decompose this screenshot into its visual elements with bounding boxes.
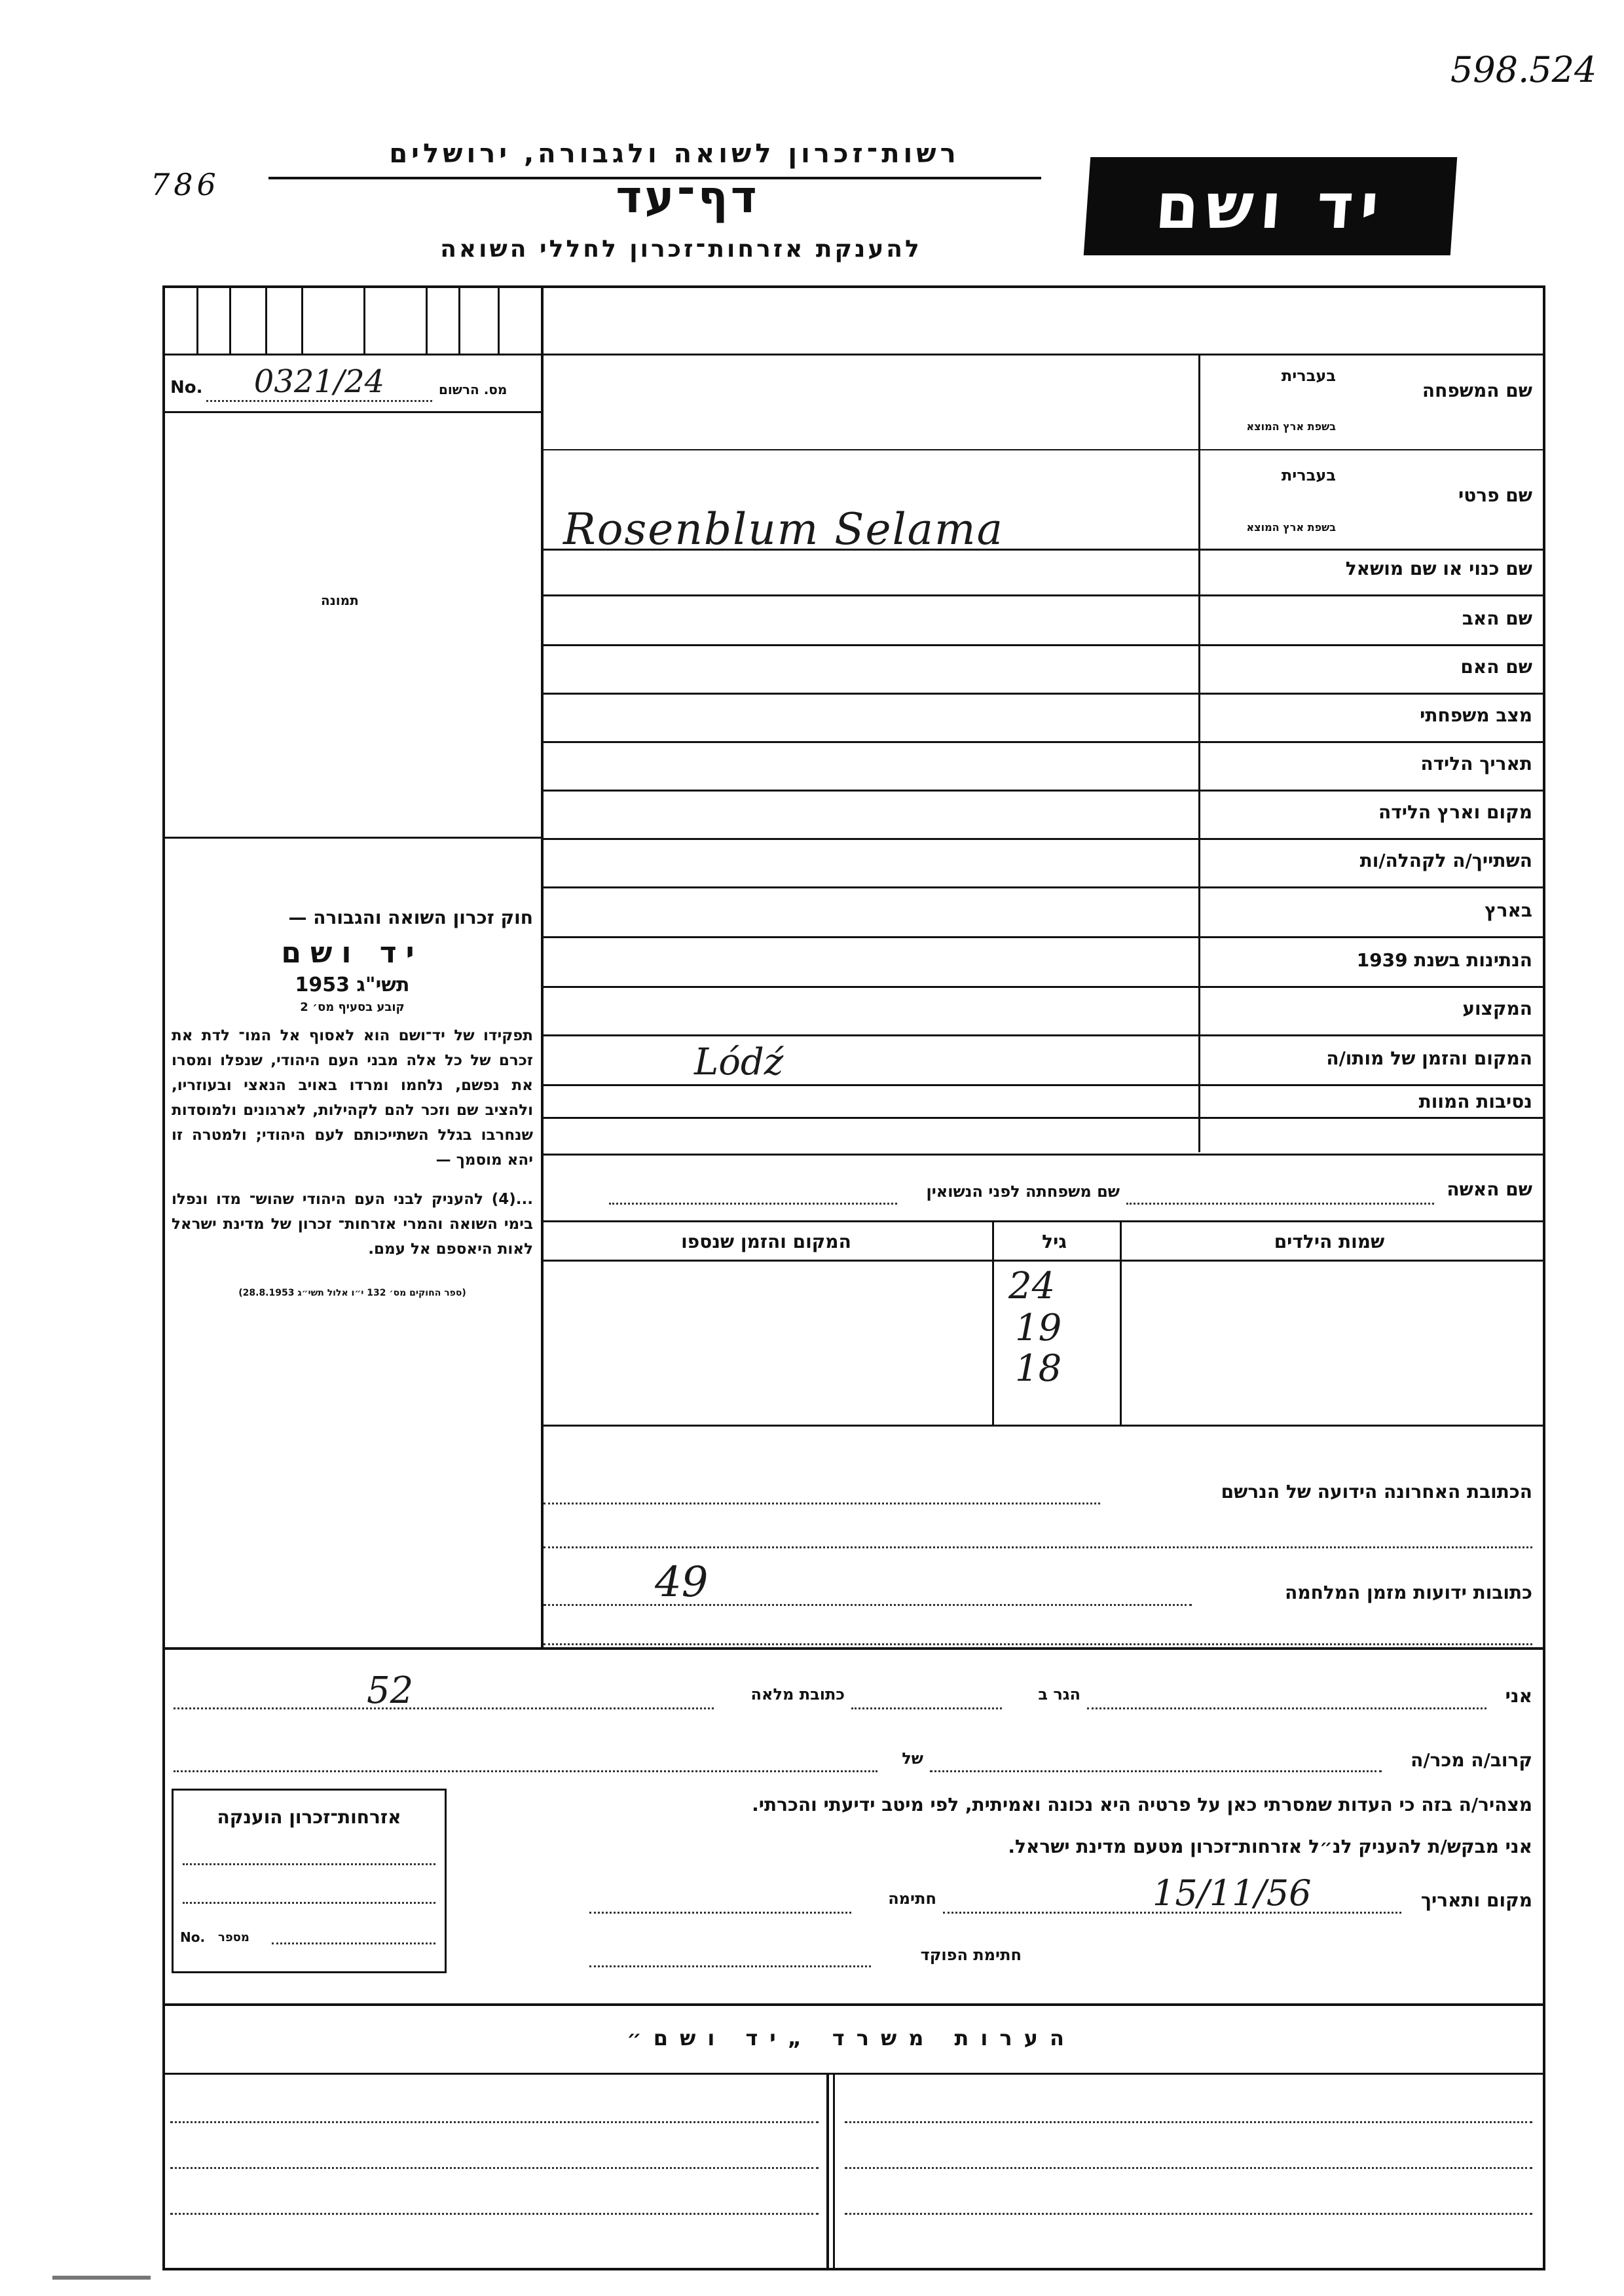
law-text-2: ...(4) להעניק לבני העם היהודי שהוש־ מדו ונפלו בימי השואה והמרי אזרחות־ זכרון של מדינת ישראל לאות היאספם אל עמם. — [172, 1191, 533, 1258]
wife-name-line — [1126, 1195, 1434, 1205]
remarks-title: הערות משרד „יד ושם״ — [627, 2026, 1076, 2050]
scan-artifact — [52, 2276, 151, 2280]
signature-label: חתימה — [888, 1889, 936, 1908]
citizenship-1939-label: הנתינות בשנת 1939 — [1356, 949, 1532, 971]
profession-label: המקצוע — [1462, 998, 1532, 1019]
declarant-lives-label: הגר ב — [1038, 1685, 1080, 1704]
child-2-age: 19 — [1015, 1307, 1062, 1349]
first-name-label: שם פרטי — [1458, 484, 1532, 506]
declarant-address-number: 52 — [367, 1669, 414, 1712]
relative-label: קרוב/ה מכר/ה — [1411, 1749, 1532, 1771]
citizenship-box-no-label: No. — [180, 1929, 206, 1945]
declaration-text: מצהיר/ה בזה כי העדות שמסרתי כאן על פרטיה היא נכונה ואמיתית, לפי מיטב ידיעתי והכרתי. — [752, 1794, 1532, 1815]
nickname-label: שם כנוי או שם מושאל — [1345, 558, 1532, 579]
birthdate-label: תאריך הלידה — [1420, 753, 1532, 774]
last-address-line — [544, 1496, 1100, 1504]
death-cause-label: נסיבות המוות — [1418, 1091, 1532, 1112]
marital-status-label: מצב משפחתי — [1420, 704, 1532, 726]
declarant-i-label: אני — [1505, 1685, 1532, 1707]
wartime-address-line — [544, 1597, 1192, 1606]
declarant-full-address-label: כתובת מלאה — [750, 1685, 845, 1704]
registration-label: מס. הרשום — [439, 382, 507, 397]
birthplace-label: מקום וארץ הלידה — [1378, 801, 1532, 823]
request-text: אני מבקש/ת להעניק לנ״ל אזרחות־זכרון מטעם מדינת ישראל. — [1008, 1836, 1532, 1857]
wartime-address-number: 49 — [655, 1558, 709, 1607]
law-year: תשי"ג 1953 — [295, 974, 410, 996]
wartime-address-label: כתובות ידועות מזמן המלחמה — [1285, 1582, 1532, 1603]
father-label: שם האב — [1462, 608, 1532, 629]
death-place-value: Lódź — [694, 1041, 784, 1084]
citizenship-box-title: אזרחות־זכרון הוענקה — [217, 1806, 401, 1828]
child-1-age: 24 — [1008, 1265, 1056, 1307]
law-clause: קובע בסעיף מס׳ 2 — [300, 1000, 405, 1014]
signature-line — [589, 1905, 851, 1914]
place-date-label: מקום ותאריך — [1420, 1889, 1532, 1911]
declarant-city-line — [851, 1701, 1002, 1709]
logo-text: יד ושם — [1153, 170, 1388, 243]
yad-vashem-logo — [1084, 157, 1457, 255]
citizenship-granted-box — [172, 1789, 447, 1973]
children-age-header: גיל — [1042, 1231, 1067, 1252]
declarant-address-line — [174, 1701, 714, 1709]
wife-label: שם האשה — [1447, 1178, 1532, 1200]
family-name-hebrew-tag: בעברית — [1281, 367, 1336, 385]
death-place-label: המקום והזמן של מותו/ה — [1326, 1048, 1532, 1069]
form-number: 786 — [151, 167, 220, 202]
official-signature-line — [589, 1959, 871, 1967]
community-label: השתייך/ה לקהלה/ות — [1359, 850, 1532, 871]
registration-number: 0321/24 — [206, 363, 432, 402]
first-name-origin-value: Rosenblum Selama — [563, 504, 1004, 555]
children-place-header: המקום והזמן שנספו — [681, 1231, 851, 1252]
wartime-address-line-2 — [544, 1637, 1532, 1645]
child-3-age: 18 — [1015, 1347, 1062, 1390]
law-footnote: (ספר החוקים מס׳ 132 י״ו אלול תשי״ג 28.8.1953) — [238, 1288, 466, 1298]
first-name-origin-tag: בשפת ארץ המוצא — [1246, 521, 1336, 534]
of-line — [174, 1764, 877, 1772]
authority-name: רשות־זכרון לשואה ולגבורה, ירושלים — [389, 139, 960, 169]
family-name-origin-tag: בשפת ארץ המוצא — [1246, 420, 1336, 433]
law-yad-vashem: יד ושם — [281, 936, 424, 970]
maiden-name-line — [609, 1195, 897, 1205]
photo-label: תמונה — [321, 592, 359, 608]
of-label: של — [902, 1749, 923, 1768]
declarant-name-line — [1087, 1701, 1486, 1709]
corner-number: 598.524 — [1450, 49, 1597, 90]
relative-line — [930, 1764, 1382, 1772]
first-name-hebrew-tag: בעברית — [1281, 466, 1336, 484]
law-sidebar — [172, 907, 533, 1298]
declaration-date: 15/11/56 — [1153, 1872, 1312, 1914]
mother-label: שם האם — [1460, 656, 1532, 678]
maiden-name-label: שם משפחתה לפני הנשואין — [926, 1182, 1120, 1201]
official-signature-label: חתימת הפוקד — [920, 1946, 1022, 1964]
law-text-1: תפקידו של יד־ושם הוא לאסוף אל המו־ לדת את זכרם של כל אלה מבני העם היהודי, שנפלו ומסרו את נפשם, נלחמו ומרדו באויב הנאצי ובעוזריו, ולהציב שם וזכר להם לקהילות, לארגונים ולמוסדות שנחרבו בגלל השתייכותם לעם היהודי; ולמטרה זו יהא מוסמך — — [172, 1027, 533, 1169]
family-name-label: שם המשפחה — [1422, 380, 1532, 401]
form-title: דף־עד — [616, 172, 760, 223]
form-subtitle: להענקת אזרחות־זכרון לחללי השואה — [440, 236, 922, 263]
country-label: בארץ — [1485, 900, 1532, 921]
registration-row — [170, 363, 537, 409]
last-address-label: הכתובת האחרונה הידועה של הנרשם — [1221, 1481, 1532, 1503]
last-address-line-2 — [544, 1540, 1532, 1548]
registration-no-label: No. — [170, 378, 203, 397]
children-names-header: שמות הילדים — [1274, 1231, 1385, 1252]
law-title: חוק זכרון השואה והגבורה — — [288, 907, 533, 928]
citizenship-box-number-label: מספר — [218, 1931, 249, 1944]
